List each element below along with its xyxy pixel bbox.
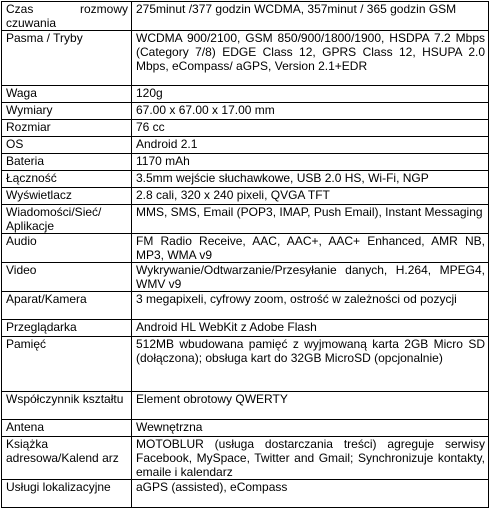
- spec-value: 275minut /377 godzin WCDMA, 357minut / 365 godzin GSM: [132, 2, 489, 31]
- table-row: [2, 480, 489, 508]
- spec-label: Aparat/Kamera: [2, 292, 132, 320]
- table-row: [2, 171, 489, 188]
- spec-value: Android HL WebKit z Adobe Flash: [132, 320, 489, 337]
- spec-table-body: [2, 2, 489, 508]
- spec-value: Android 2.1: [132, 137, 489, 154]
- table-row: [2, 103, 489, 120]
- table-row: [2, 137, 489, 154]
- spec-label: Przeglądarka: [2, 320, 132, 337]
- table-row: [2, 263, 489, 292]
- spec-label: Wymiary: [2, 103, 132, 120]
- spec-value: MOTOBLUR (usługa dostarczania treści) agreguje serwisy Facebook, MySpace, Twitter and Gmail; Synchronizuje kontakty, emaile i kalendarz: [132, 437, 489, 480]
- spec-value: 120g: [132, 86, 489, 103]
- spec-label: Antena: [2, 420, 132, 437]
- table-row: [2, 154, 489, 171]
- spec-value: Wykrywanie/Odtwarzanie/Przesyłanie danych, H.264, MPEG4, WMV v9: [132, 263, 489, 292]
- spec-label: Współczynnik kształtu: [2, 392, 132, 420]
- spec-label: Wyświetlacz: [2, 188, 132, 205]
- spec-label: Wiadomości/Sieć/ Aplikacje: [2, 205, 132, 234]
- spec-value: 512MB wbudowana pamięć z wyjmowaną karta 2GB Micro SD (dołączona); obsługa kart do 32GB MicroSD (opcjonalnie): [132, 337, 489, 392]
- table-row: [2, 292, 489, 320]
- table-row: [2, 2, 489, 31]
- spec-value: 2.8 cali, 320 x 240 pixeli, QVGA TFT: [132, 188, 489, 205]
- spec-value: aGPS (assisted), eCompass: [132, 480, 489, 508]
- table-row: [2, 437, 489, 480]
- table-row: [2, 337, 489, 392]
- table-row: [2, 120, 489, 137]
- spec-value: Wewnętrzna: [132, 420, 489, 437]
- spec-value: 1170 mAh: [132, 154, 489, 171]
- spec-label: OS: [2, 137, 132, 154]
- spec-table: [1, 1, 489, 508]
- spec-label: Usługi lokalizacyjne: [2, 480, 132, 508]
- spec-value: 76 cc: [132, 120, 489, 137]
- table-row: [2, 205, 489, 234]
- spec-label: Audio: [2, 234, 132, 263]
- spec-label: Książka adresowa/Kalend arz: [2, 437, 132, 480]
- spec-label: Bateria: [2, 154, 132, 171]
- spec-label: Pasma / Tryby: [2, 31, 132, 86]
- table-row: [2, 234, 489, 263]
- spec-value: 3.5mm wejście słuchawkowe, USB 2.0 HS, Wi-Fi, NGP: [132, 171, 489, 188]
- table-row: [2, 86, 489, 103]
- spec-label: Łączność: [2, 171, 132, 188]
- table-row: [2, 392, 489, 420]
- spec-value: Element obrotowy QWERTY: [132, 392, 489, 420]
- spec-value: 67.00 x 67.00 x 17.00 mm: [132, 103, 489, 120]
- table-row: [2, 31, 489, 86]
- spec-value: MMS, SMS, Email (POP3, IMAP, Push Email), Instant Messaging: [132, 205, 489, 234]
- table-row: [2, 320, 489, 337]
- spec-label: Video: [2, 263, 132, 292]
- spec-value: 3 megapixeli, cyfrowy zoom, ostrość w zależności od pozycji: [132, 292, 489, 320]
- spec-label: Waga: [2, 86, 132, 103]
- spec-label: Czas rozmowy czuwania: [2, 2, 132, 31]
- table-row: [2, 188, 489, 205]
- table-row: [2, 420, 489, 437]
- spec-value: WCDMA 900/2100, GSM 850/900/1800/1900, HSDPA 7.2 Mbps (Category 7/8) EDGE Class 12, GPRS Class 12, HSUPA 2.0 Mbps, eCompass/ aGPS, Version 2.1+EDR: [132, 31, 489, 86]
- spec-value: FM Radio Receive, AAC, AAC+, AAC+ Enhanced, AMR NB, MP3, WMA v9: [132, 234, 489, 263]
- spec-label: Pamięć: [2, 337, 132, 392]
- spec-label: Rozmiar: [2, 120, 132, 137]
